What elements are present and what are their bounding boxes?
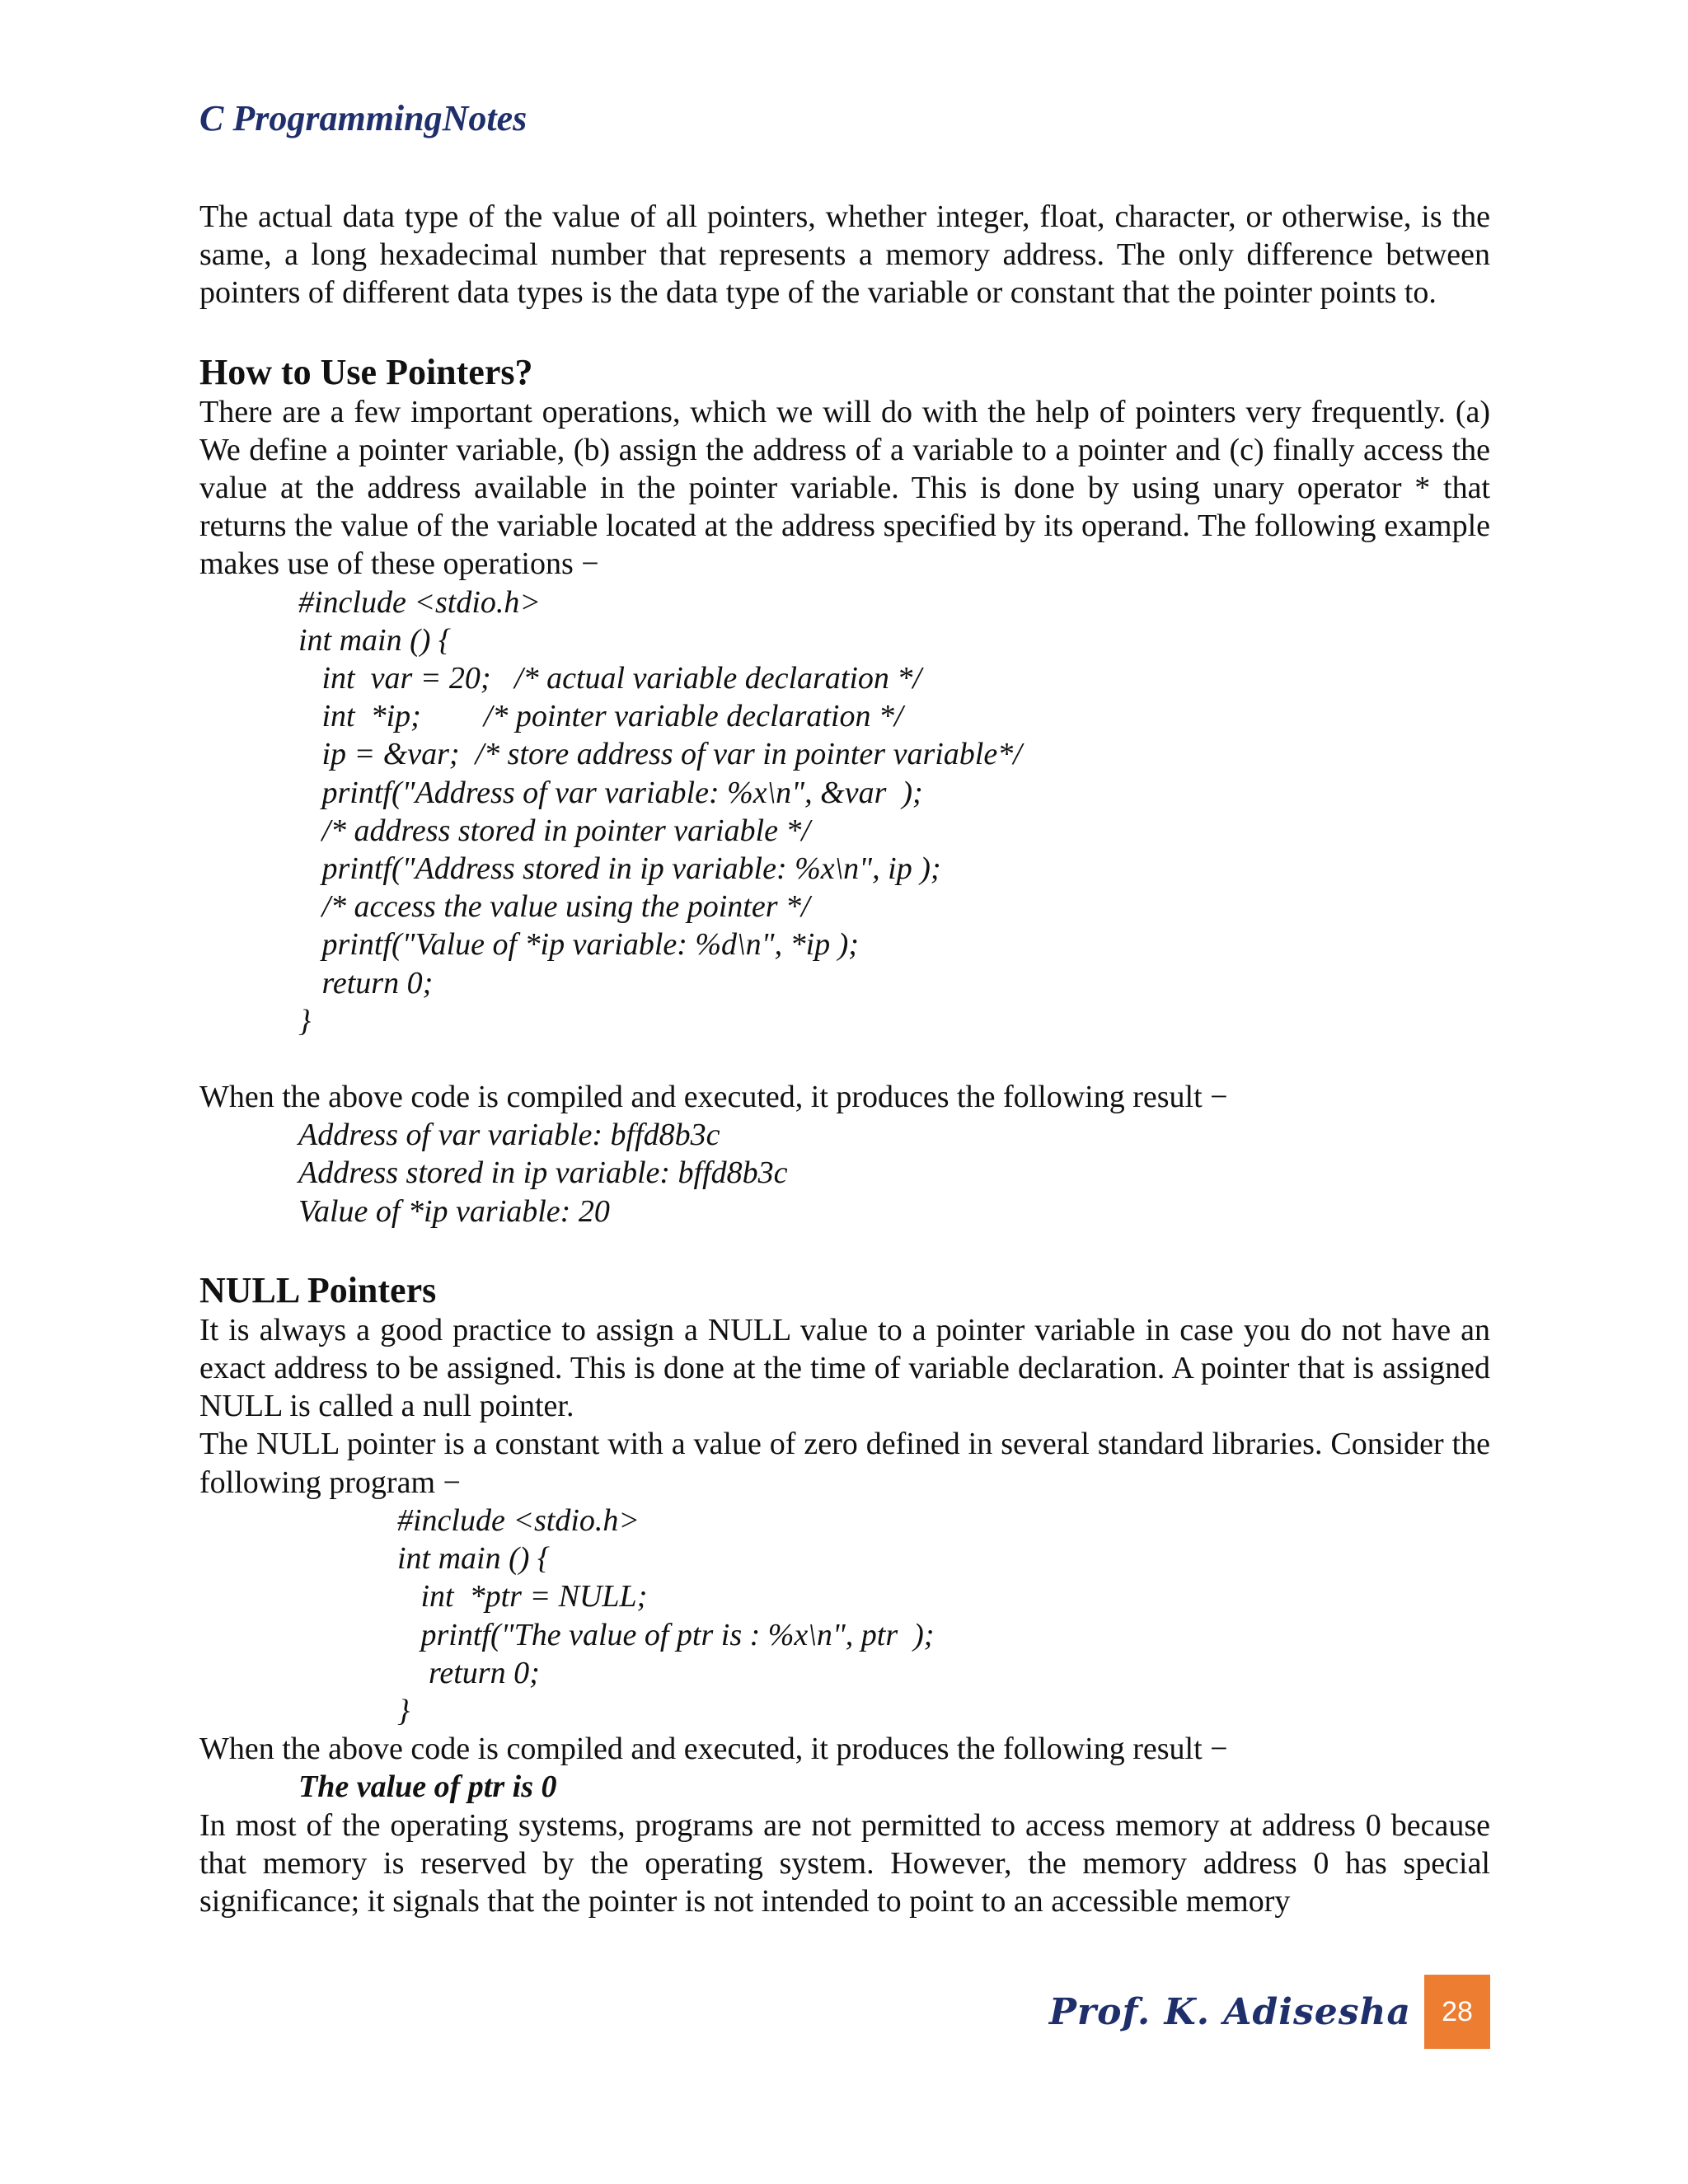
output-null-example: The value of ptr is 0: [298, 1769, 557, 1805]
page-number-badge: 28: [1424, 1975, 1490, 2049]
paragraph-result-intro-2: When the above code is compiled and executed, it produces the following result −: [199, 1732, 1228, 1767]
code-line: return 0;: [397, 1655, 540, 1690]
output-line: Value of *ip variable: 20: [298, 1193, 610, 1229]
code-line: printf("Address stored in ip variable: %x\n", ip );: [298, 851, 941, 887]
heading-null-pointers: NULL Pointers: [199, 1269, 437, 1310]
code-line: /* access the value using the pointer */: [298, 889, 810, 925]
code-line: #include <stdio.h>: [397, 1502, 640, 1538]
code-line: ip = &var; /* store address of var in pointer variable*/: [298, 737, 1022, 772]
code-line: #include <stdio.h>: [298, 584, 542, 620]
output-line: Address stored in ip variable: bffd8b3c: [298, 1155, 788, 1191]
code-line: int *ip; /* pointer variable declaration */: [298, 699, 903, 734]
output-line: Address of var variable: bffd8b3c: [298, 1118, 720, 1153]
paragraph-null-constant: The NULL pointer is a constant with a value of zero defined in several standard libraries. Consider the following program −: [199, 1427, 1490, 1500]
paragraph-pointer-operations: There are a few important operations, which we will do with the help of pointers very frequently. (a) We define a pointer variable, (b) assign the address of a variable to a pointer and (c) finally access the value at the address available in the pointer variable. This is done by using unary operator * that returns the value of the variable located at the address specified by its operand. The following example makes use of these operations −: [199, 394, 1490, 582]
page-content: [199, 198, 1490, 1920]
page-header-title: C ProgrammingNotes: [199, 98, 528, 138]
code-line: int *ptr = NULL;: [397, 1579, 648, 1615]
code-line: printf("Address of var variable: %x\n", &var );: [298, 775, 923, 810]
code-block-pointer-example: [199, 583, 1490, 1040]
code-line: printf("The value of ptr is : %x\n", ptr );: [397, 1617, 935, 1652]
code-line: int var = 20; /* actual variable declaration */: [298, 661, 921, 696]
paragraph-result-intro-1: When the above code is compiled and executed, it produces the following result −: [199, 1080, 1228, 1115]
code-line: }: [298, 1003, 312, 1038]
code-line: int main () {: [298, 622, 452, 658]
code-line: int main () {: [397, 1541, 551, 1577]
paragraph-memory-address-zero: In most of the operating systems, programs are not permitted to access memory at address 0 because that memory is reserved by the operating system. However, the memory address 0 has special significance; it signals that the pointer is not intended to point to an accessible memory: [199, 1807, 1490, 1919]
code-line: printf("Value of *ip variable: %d\n", *ip );: [298, 927, 859, 963]
paragraph-null-practice: It is always a good practice to assign a NULL value to a pointer variable in case you do not have an exact address to be assigned. This is done at the time of variable declaration. A pointer that is assigned NULL is called a null pointer.: [199, 1312, 1490, 1424]
footer-author: Prof. K. Adisesha: [1048, 1991, 1411, 2033]
paragraph-pointer-data-type: The actual data type of the value of all pointers, whether integer, float, character, or otherwise, is the same, a long hexadecimal number that represents a memory address. The only difference between pointers of different data types is the data type of the variable or constant that the pointer points to.: [199, 199, 1490, 311]
page-footer: [989, 1975, 1490, 2049]
code-line: /* address stored in pointer variable */: [298, 813, 810, 848]
code-line: }: [397, 1693, 410, 1728]
code-line: return 0;: [298, 965, 434, 1001]
output-block-pointer-example: [199, 1116, 1490, 1230]
code-block-null-example: [199, 1502, 1490, 1730]
heading-how-to-use-pointers: How to Use Pointers?: [199, 351, 533, 392]
